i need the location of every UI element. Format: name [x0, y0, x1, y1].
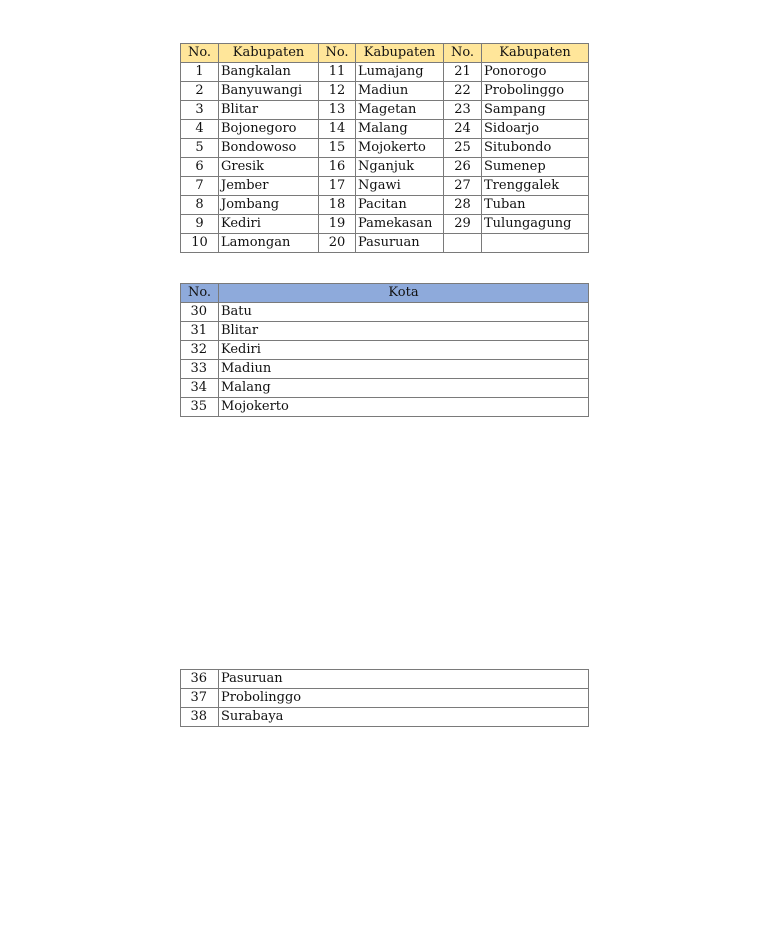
col-header-kabupaten: Kabupaten: [219, 44, 319, 63]
col-header-no: No.: [319, 44, 356, 63]
region-name-cell: Pasuruan: [219, 670, 589, 689]
region-name-cell: [482, 234, 589, 253]
row-number-cell: 21: [444, 63, 482, 82]
region-name-cell: Trenggalek: [482, 177, 589, 196]
row-number-cell: 16: [319, 158, 356, 177]
table-row: [181, 360, 589, 379]
region-name-cell: Malang: [219, 379, 589, 398]
row-number-cell: 15: [319, 139, 356, 158]
row-number-cell: 26: [444, 158, 482, 177]
table-row: [181, 398, 589, 417]
col-header-no: No.: [181, 284, 219, 303]
row-number-cell: 4: [181, 120, 219, 139]
table-row: [181, 379, 589, 398]
region-name-cell: Ngawi: [356, 177, 444, 196]
row-number-cell: 38: [181, 708, 219, 727]
region-name-cell: Pacitan: [356, 196, 444, 215]
row-number-cell: 33: [181, 360, 219, 379]
region-name-cell: Jember: [219, 177, 319, 196]
region-name-cell: Nganjuk: [356, 158, 444, 177]
row-number-cell: 31: [181, 322, 219, 341]
row-number-cell: 30: [181, 303, 219, 322]
region-name-cell: Probolinggo: [482, 82, 589, 101]
kabupaten-table-body: [181, 63, 589, 253]
table-row: [181, 689, 589, 708]
row-number-cell: 28: [444, 196, 482, 215]
region-name-cell: Mojokerto: [219, 398, 589, 417]
row-number-cell: 22: [444, 82, 482, 101]
region-name-cell: Banyuwangi: [219, 82, 319, 101]
row-number-cell: 5: [181, 139, 219, 158]
col-header-kabupaten: Kabupaten: [482, 44, 589, 63]
row-number-cell: 10: [181, 234, 219, 253]
row-number-cell: 6: [181, 158, 219, 177]
table-row: [181, 341, 589, 360]
table-row: [181, 708, 589, 727]
region-name-cell: Sampang: [482, 101, 589, 120]
table-row: [181, 670, 589, 689]
region-name-cell: Blitar: [219, 322, 589, 341]
table-row: [181, 101, 589, 120]
row-number-cell: 34: [181, 379, 219, 398]
col-header-no: No.: [181, 44, 219, 63]
region-name-cell: Malang: [356, 120, 444, 139]
kota-header-row: [181, 284, 589, 303]
row-number-cell: 35: [181, 398, 219, 417]
row-number-cell: 7: [181, 177, 219, 196]
kabupaten-table: [180, 43, 589, 253]
col-header-kota: Kota: [219, 284, 589, 303]
region-name-cell: Probolinggo: [219, 689, 589, 708]
kabupaten-header-row: [181, 44, 589, 63]
region-name-cell: Bondowoso: [219, 139, 319, 158]
region-name-cell: Blitar: [219, 101, 319, 120]
region-name-cell: Bojonegoro: [219, 120, 319, 139]
region-name-cell: Lumajang: [356, 63, 444, 82]
region-name-cell: Sumenep: [482, 158, 589, 177]
region-name-cell: Madiun: [356, 82, 444, 101]
kota-table-continued: [180, 669, 589, 727]
table-row: [181, 120, 589, 139]
region-name-cell: Surabaya: [219, 708, 589, 727]
col-header-no: No.: [444, 44, 482, 63]
row-number-cell: 37: [181, 689, 219, 708]
row-number-cell: 18: [319, 196, 356, 215]
row-number-cell: 11: [319, 63, 356, 82]
region-name-cell: Batu: [219, 303, 589, 322]
table-row: [181, 177, 589, 196]
row-number-cell: 25: [444, 139, 482, 158]
table-row: [181, 322, 589, 341]
row-number-cell: 20: [319, 234, 356, 253]
row-number-cell: 13: [319, 101, 356, 120]
row-number-cell: 23: [444, 101, 482, 120]
region-name-cell: Mojokerto: [356, 139, 444, 158]
table-row: [181, 303, 589, 322]
kota-table-body: [181, 303, 589, 417]
table-row: [181, 215, 589, 234]
row-number-cell: [444, 234, 482, 253]
row-number-cell: 9: [181, 215, 219, 234]
region-name-cell: Kediri: [219, 215, 319, 234]
row-number-cell: 14: [319, 120, 356, 139]
row-number-cell: 32: [181, 341, 219, 360]
region-name-cell: Situbondo: [482, 139, 589, 158]
row-number-cell: 27: [444, 177, 482, 196]
table-row: [181, 139, 589, 158]
region-name-cell: Bangkalan: [219, 63, 319, 82]
region-name-cell: Madiun: [219, 360, 589, 379]
table-row: [181, 234, 589, 253]
region-name-cell: Magetan: [356, 101, 444, 120]
region-name-cell: Sidoarjo: [482, 120, 589, 139]
row-number-cell: 17: [319, 177, 356, 196]
row-number-cell: 1: [181, 63, 219, 82]
table-row: [181, 82, 589, 101]
table-row: [181, 63, 589, 82]
kota-table: [180, 283, 589, 417]
row-number-cell: 36: [181, 670, 219, 689]
region-name-cell: Kediri: [219, 341, 589, 360]
region-name-cell: Jombang: [219, 196, 319, 215]
row-number-cell: 19: [319, 215, 356, 234]
row-number-cell: 8: [181, 196, 219, 215]
region-name-cell: Tulungagung: [482, 215, 589, 234]
region-name-cell: Lamongan: [219, 234, 319, 253]
region-name-cell: Gresik: [219, 158, 319, 177]
row-number-cell: 3: [181, 101, 219, 120]
row-number-cell: 24: [444, 120, 482, 139]
kota-table-continued-body: [181, 670, 589, 727]
table-row: [181, 196, 589, 215]
col-header-kabupaten: Kabupaten: [356, 44, 444, 63]
region-name-cell: Pasuruan: [356, 234, 444, 253]
region-name-cell: Tuban: [482, 196, 589, 215]
row-number-cell: 12: [319, 82, 356, 101]
region-name-cell: Ponorogo: [482, 63, 589, 82]
row-number-cell: 2: [181, 82, 219, 101]
row-number-cell: 29: [444, 215, 482, 234]
table-row: [181, 158, 589, 177]
region-name-cell: Pamekasan: [356, 215, 444, 234]
